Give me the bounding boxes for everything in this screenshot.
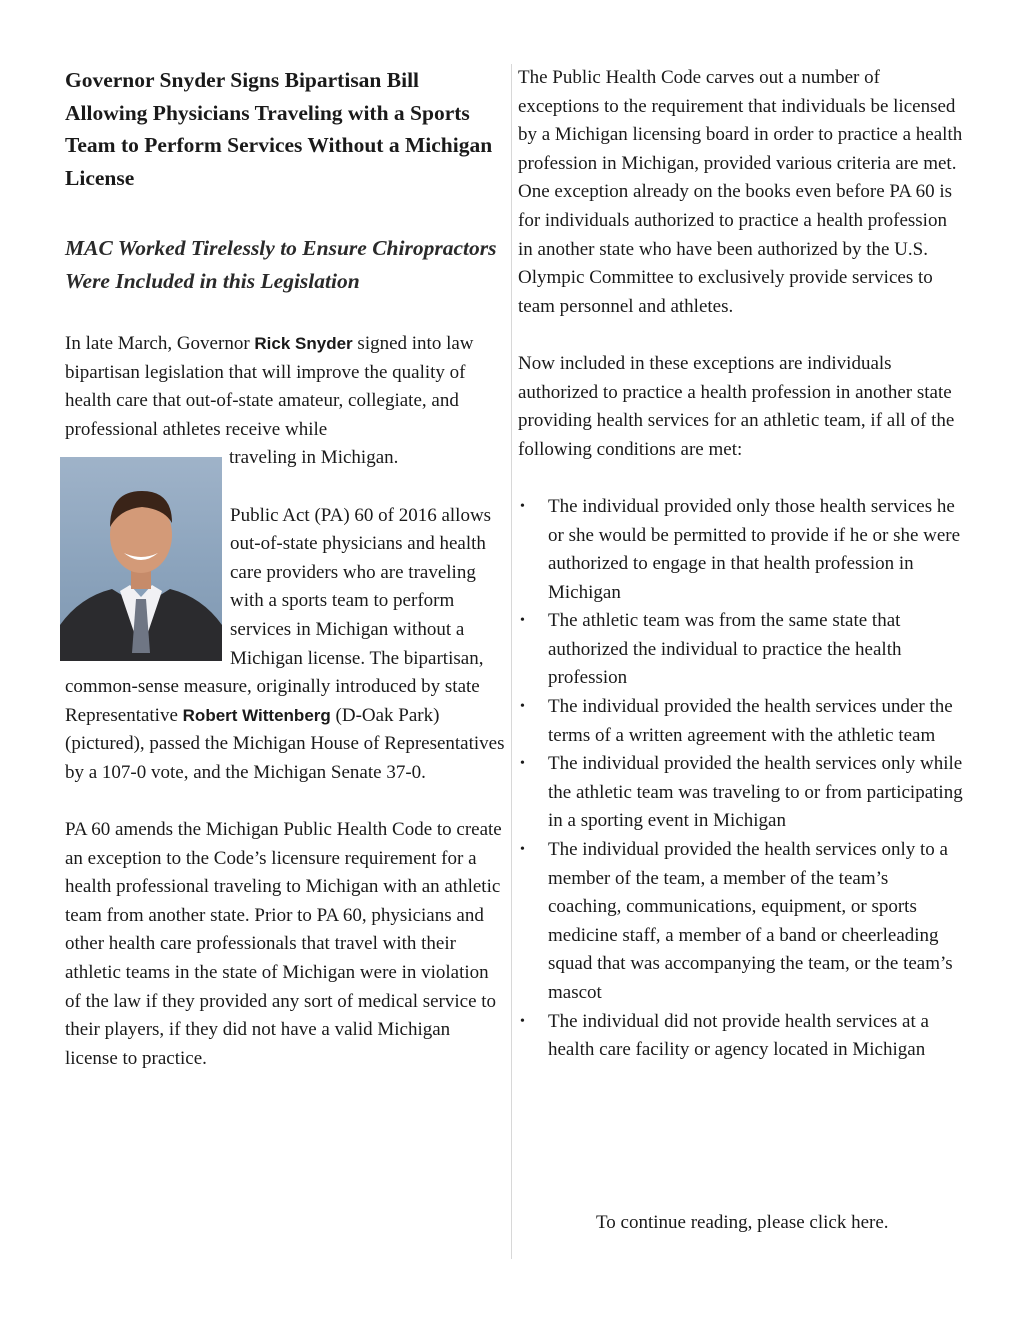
list-item-text: The individual provided the health services only while the athletic team was traveling to or from participating in a sporting event in Michigan xyxy=(548,753,963,832)
left-column xyxy=(65,64,505,1073)
bullet-icon: • xyxy=(520,842,525,858)
photo-wrap-paragraph xyxy=(65,502,505,788)
list-item-text: The individual provided the health services under the terms of a written agreement with the athletic team xyxy=(548,696,953,746)
bullet-icon: • xyxy=(520,613,525,629)
public-act-text-after: (D-Oak Park) (pictured), passed the Michigan House of Representatives by a 107-0 vote, and the Michigan Senate 37-0. xyxy=(65,704,505,783)
conditions-list xyxy=(518,493,963,1065)
list-item-text: The athletic team was from the same state that authorized the individual to practice the health profession xyxy=(548,610,902,689)
list-item xyxy=(518,607,963,693)
intro-text-after: signed into law bipartisan legislation that will improve the quality of health care that out-of-state amateur, collegiate, and professional athletes receive while xyxy=(65,333,474,440)
representative-photo xyxy=(60,457,222,661)
list-item xyxy=(518,693,963,750)
article-subheadline: MAC Worked Tirelessly to Ensure Chiropractors Were Included in this Legislation xyxy=(65,236,497,293)
bullet-icon: • xyxy=(520,756,525,772)
governor-name: Rick Snyder xyxy=(254,334,353,353)
intro-text-tail: traveling in Michigan. xyxy=(229,447,399,469)
list-item xyxy=(518,1008,963,1065)
column-divider xyxy=(511,64,512,1259)
right-column xyxy=(518,64,963,1065)
bullet-icon: • xyxy=(520,1013,525,1029)
representative-name: Robert Wittenberg xyxy=(182,705,331,725)
portrait-illustration xyxy=(60,457,222,661)
bullet-icon: • xyxy=(520,498,525,514)
list-item xyxy=(518,493,963,607)
public-act-text-before: Public Act (PA) 60 of 2016 allows out-of-state physicians and health care providers who are traveling with a sports team to perform services in Michigan without a Michigan license. The bipartisan, common-sense measure, originally introduced by state Representative xyxy=(65,504,492,726)
exceptions-paragraph: The Public Health Code carves out a number of exceptions to the requirement that individuals be licensed by a Michigan licensing board in order to practice a health profession in Michigan, provided various criteria are met. One exception already on the books even before PA 60 is for individuals authorized to practice a health profession in another state who have been authorized by the U.S. Olympic Committee to exclusively provide services to team personnel and athletes. xyxy=(518,67,963,317)
list-item-text: The individual provided the health services only to a member of the team, a member of the team’s coaching, communications, equipment, or sports medicine staff, a member of a band or cheerleading squad that was accompanying the team, or the team’s mascot xyxy=(548,839,953,1003)
pa60-paragraph: PA 60 amends the Michigan Public Health Code to create an exception to the Code’s licensure requirement for a health professional traveling to Michigan with an athletic team from another state. Prior to PA 60, physicians and other health care professionals that travel with their athletic teams in the state of Michigan were in violation of the law if they provided any sort of medical service to their players, if they did not have a valid Michigan license to practice. xyxy=(65,819,502,1069)
bullet-icon: • xyxy=(520,699,525,715)
intro-paragraph xyxy=(65,330,505,473)
article-headline: Governor Snyder Signs Bipartisan Bill Allowing Physicians Traveling with a Sports Team to Perform Services Without a Michigan License xyxy=(65,68,493,190)
list-item xyxy=(518,750,963,836)
conditions-intro-paragraph: Now included in these exceptions are individuals authorized to practice a health profession in another state providing health services for an athletic team, if all of the following conditions are met: xyxy=(518,352,955,460)
continue-reading-link[interactable]: To continue reading, please click here. xyxy=(596,1212,889,1233)
list-item xyxy=(518,836,963,1008)
list-item-text: The individual provided only those health services he or she would be permitted to provide if he or she were authorized to engage in that health profession in Michigan xyxy=(548,495,961,603)
list-item-text: The individual did not provide health services at a health care facility or agency located in Michigan xyxy=(548,1010,929,1061)
intro-text-before: In late March, Governor xyxy=(65,333,255,354)
